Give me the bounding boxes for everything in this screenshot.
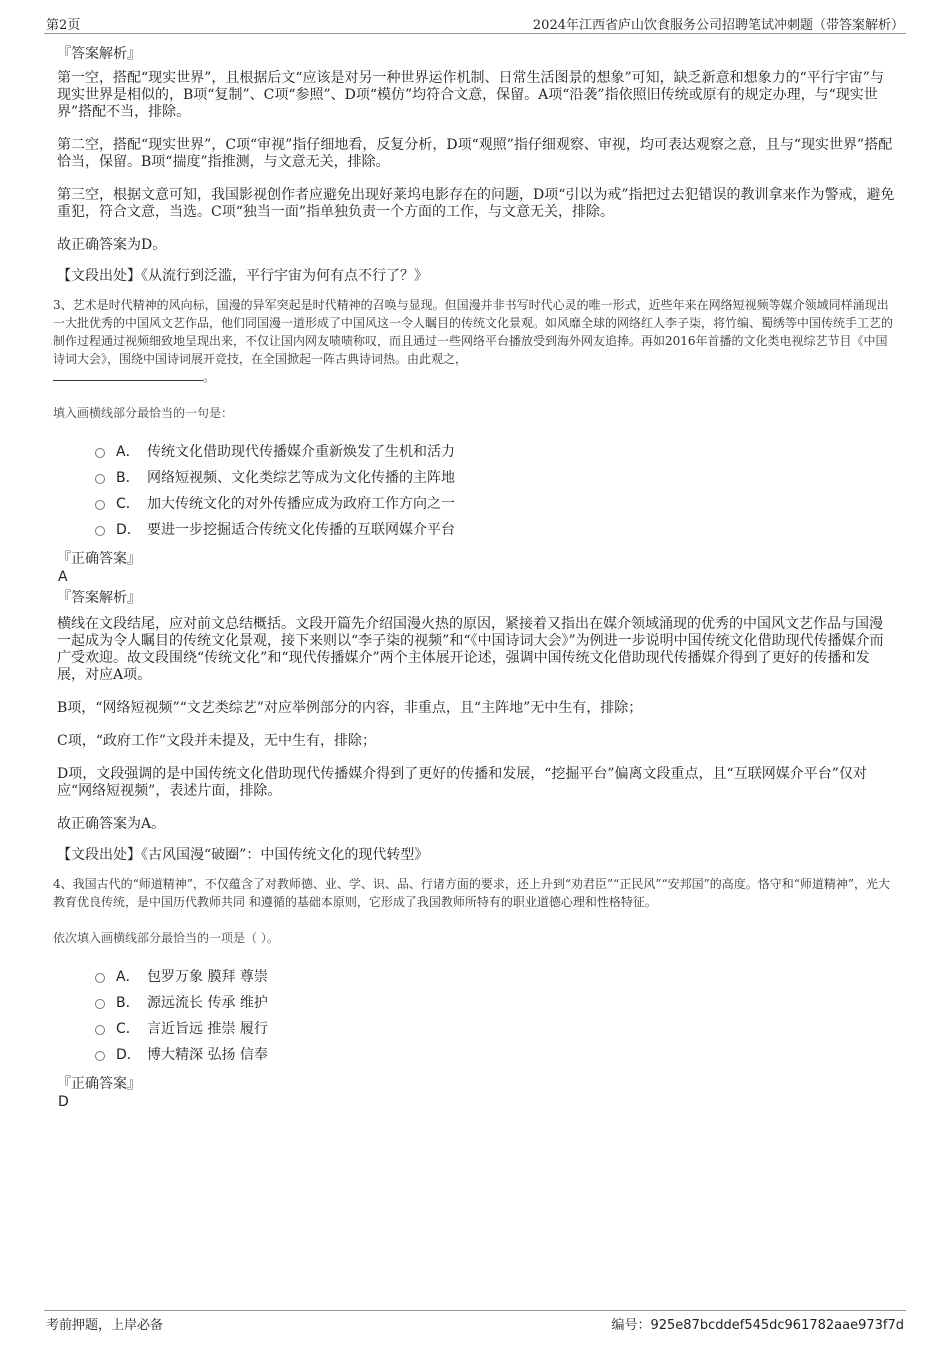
option-text: 加大传统文化的对外传播应成为政府工作方向之一 bbox=[147, 496, 455, 512]
option-text: 源远流长 传承 维护 bbox=[147, 995, 268, 1011]
footer-code-value: 925e87bcddef545dc961782aae973f7d bbox=[650, 1318, 904, 1333]
radio-icon[interactable] bbox=[95, 500, 105, 510]
option-letter: A． bbox=[116, 444, 140, 460]
question-4-instruction: 依次填入画横线部分最恰当的一项是（ ）。 bbox=[53, 931, 279, 945]
option-d[interactable] bbox=[95, 1041, 895, 1067]
radio-icon[interactable] bbox=[95, 973, 105, 983]
page-number: 第2页 bbox=[46, 18, 81, 33]
analysis-paragraph: 第一空，搭配“现实世界”，且根据后文“应该是对另一种世界运作机制、日常生活图景的想象”可知，缺乏新意和想象力的“平行宇宙”与现实世界是相似的，B项“复制”、C项“参照”、D项“模仿”均符合文意，保留。A项“沿袭”指依照旧传统或原有的规定办理，与“现实世界”搭配不当，排除。 bbox=[57, 70, 884, 120]
option-letter: D． bbox=[116, 522, 141, 538]
document-title: 2024年江西省庐山饮食服务公司招聘笔试冲刺题（带答案解析） bbox=[532, 18, 904, 33]
page-content bbox=[53, 44, 895, 1113]
footer-code bbox=[611, 1314, 904, 1333]
correct-answer: A bbox=[58, 569, 68, 585]
question-4-text: 4、我国古代的“师道精神”，不仅蕴含了对教师德、业、学、识、品、行诸方面的要求，还上升到“劝君臣”“正民风”“安邦国”的高度。恪守和“师道精神”，光大教育优良传统，是中国历代教师共同 和遵循的基础本原则，它形成了我国教师所特有的职业道德心理和性格特征。 bbox=[53, 877, 890, 909]
question-3-text bbox=[53, 296, 895, 386]
option-letter: B． bbox=[116, 995, 140, 1011]
radio-icon[interactable] bbox=[95, 448, 105, 458]
option-c[interactable] bbox=[95, 490, 895, 516]
option-text: 传统文化借助现代传播媒介重新焕发了生机和活力 bbox=[147, 444, 455, 460]
option-letter: B． bbox=[116, 470, 140, 486]
option-a[interactable] bbox=[95, 963, 895, 989]
radio-icon[interactable] bbox=[95, 999, 105, 1009]
page-header bbox=[0, 0, 950, 34]
footer-slogan: 考前押题，上岸必备 bbox=[46, 1318, 164, 1333]
question-3-options bbox=[95, 438, 895, 542]
header-divider bbox=[44, 33, 906, 34]
option-letter: A． bbox=[116, 969, 140, 985]
analysis-paragraph: 第三空，根据文意可知，我国影视创作者应避免出现好莱坞电影存在的问题，D项“引以为戒”指把过去犯错误的教训拿来作为警戒，避免重犯，符合文意，当选。C项“独当一面”指单独负责一个方面的工作，与文意无关，排除。 bbox=[57, 187, 895, 220]
option-text: 要进一步挖掘适合传统文化传播的互联网媒介平台 bbox=[147, 522, 455, 538]
correct-answer: D bbox=[58, 1094, 69, 1110]
analysis-label: 『答案解析』 bbox=[57, 46, 141, 62]
footer-code-label: 编号： bbox=[611, 1318, 651, 1333]
analysis-paragraph: D项，文段强调的是中国传统文化借助现代传播媒介得到了更好的传播和发展，“挖掘平台”偏离文段重点，且“互联网媒介平台”仅对应“网络短视频”，表述片面，排除。 bbox=[57, 766, 867, 799]
radio-icon[interactable] bbox=[95, 474, 105, 484]
option-b[interactable] bbox=[95, 989, 895, 1015]
option-d[interactable] bbox=[95, 516, 895, 542]
option-text: 网络短视频、文化类综艺等成为文化传播的主阵地 bbox=[147, 470, 455, 486]
option-c[interactable] bbox=[95, 1015, 895, 1041]
blank-end-mark: 。 bbox=[203, 370, 216, 384]
question-4-options bbox=[95, 963, 895, 1067]
analysis-paragraph: B项，“网络短视频”“文艺类综艺”对应举例部分的内容，非重点，且“主阵地”无中生有，排除； bbox=[57, 700, 643, 716]
radio-icon[interactable] bbox=[95, 1025, 105, 1035]
radio-icon[interactable] bbox=[95, 526, 105, 536]
question-3-stem: 3、艺术是时代精神的风向标，国漫的异军突起是时代精神的召唤与显现。但国漫并非书写时代心灵的唯一形式，近些年来在网络短视频等媒介领域同样涌现出一大批优秀的中国风文艺作品，他们同国漫一道形成了中国风这一令人瞩目的传统文化景观。如风靡全球的网络红人李子柒，将竹编、蜀绣等中国传统手工艺的制作过程通过视频细致地呈现出来，不仅让国内网友啧啧称叹，而且通过一些网络平台播放受到海外网友追捧。再如2016年首播的文化类电视综艺节目《中国诗词大会》，围绕中国诗词展开竞技，在全国掀起一阵古典诗词热。由此观之， bbox=[53, 298, 894, 366]
option-a[interactable] bbox=[95, 438, 895, 464]
option-letter: C． bbox=[116, 496, 140, 512]
option-text: 博大精深 弘扬 信奉 bbox=[147, 1047, 268, 1063]
analysis-paragraph: 第二空，搭配“现实世界”，C项“审视”指仔细地看，反复分析，D项“观照”指仔细观察、审视，均可表达观察之意，且与“现实世界”搭配恰当，保留。B项“揣度”指推测，与文意无关，排除。 bbox=[57, 137, 893, 170]
option-text: 言近旨远 推崇 履行 bbox=[147, 1021, 268, 1037]
correct-answer-label: 『正确答案』 bbox=[57, 1076, 141, 1092]
option-b[interactable] bbox=[95, 464, 895, 490]
analysis-paragraph: 横线在文段结尾，应对前文总结概括。文段开篇先介绍国漫火热的原因，紧接着又指出在媒介领域涌现的优秀的中国风文艺作品与国漫一起成为令人瞩目的传统文化景观，接下来则以“李子柒的视频”和“《中国诗词大会》”为例进一步说明中国传统文化借助现代传播媒介而广受欢迎。故文段围绕“传统文化”和“现代传播媒介”两个主体展开论述，强调中国传统文化借助现代传播媒介得到了更好的传播和发展，对应A项。 bbox=[57, 616, 884, 683]
analysis-conclusion: 故正确答案为D。 bbox=[57, 237, 167, 253]
question-3-instruction: 填入画横线部分最恰当的一句是： bbox=[53, 406, 234, 420]
analysis-paragraph: C项，“政府工作”文段并未提及，无中生有，排除； bbox=[57, 733, 377, 749]
option-letter: C． bbox=[116, 1021, 140, 1037]
correct-answer-label: 『正确答案』 bbox=[57, 551, 141, 567]
option-text: 包罗万象 膜拜 尊崇 bbox=[147, 969, 268, 985]
footer-divider bbox=[44, 1310, 906, 1311]
passage-source: 【文段出处】《古风国漫“破圈”：中国传统文化的现代转型》 bbox=[57, 847, 429, 863]
option-letter: D． bbox=[116, 1047, 141, 1063]
passage-source: 【文段出处】《从流行到泛滥，平行宇宙为何有点不行了？》 bbox=[57, 268, 428, 284]
analysis-conclusion: 故正确答案为A。 bbox=[57, 816, 166, 832]
radio-icon[interactable] bbox=[95, 1051, 105, 1061]
analysis-label: 『答案解析』 bbox=[57, 590, 141, 606]
fill-blank-line bbox=[53, 368, 203, 381]
